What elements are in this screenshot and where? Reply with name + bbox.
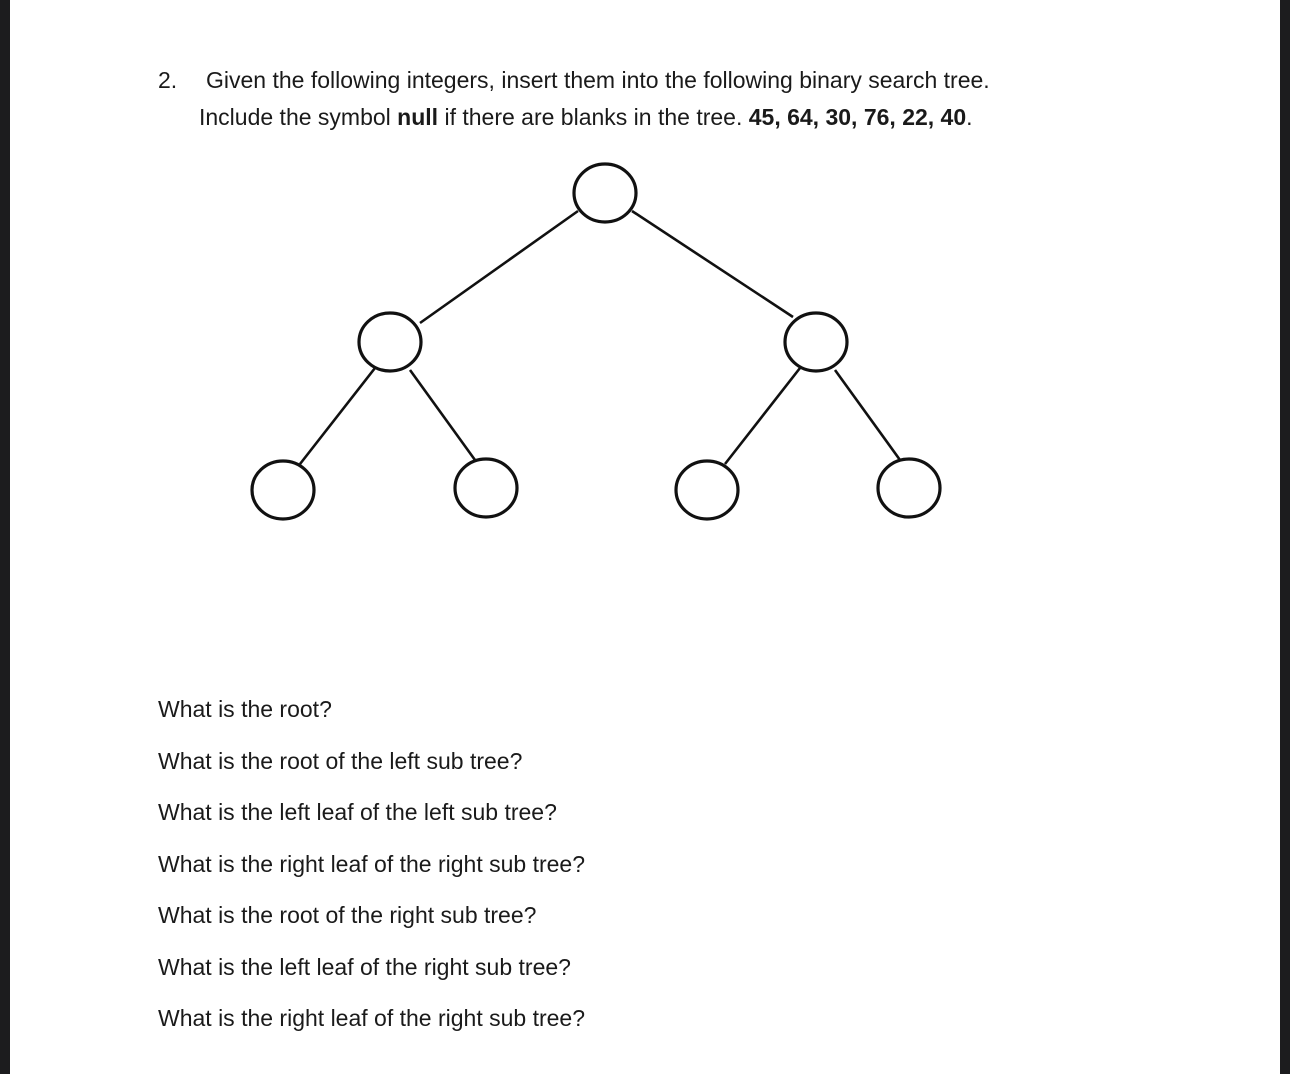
edge-right-leftleaf [725, 368, 800, 464]
node-root [574, 164, 636, 222]
integer-list: 45, 64, 30, 76, 22, 40 [748, 104, 967, 130]
instruction-end: . [966, 104, 973, 130]
question-number: 2. [158, 67, 178, 93]
edge-left-leftleaf [300, 368, 375, 464]
question-right-subtree-root: What is the root of the right sub tree? [158, 902, 537, 928]
node-left-subtree-root [359, 313, 421, 371]
binary-search-tree-diagram [10, 0, 1280, 620]
node-left-left-leaf [252, 461, 314, 519]
instruction-middle: if there are blanks in the tree. [438, 104, 749, 130]
edge-root-left [420, 211, 578, 323]
question-left-subtree-root: What is the root of the left sub tree? [158, 748, 523, 774]
instruction-prefix: Include the symbol [199, 104, 398, 130]
question-root: What is the root? [158, 696, 332, 722]
node-right-left-leaf [676, 461, 738, 519]
node-right-subtree-root [785, 313, 847, 371]
edge-root-right [632, 211, 793, 317]
problem-instruction-line1: Given the following integers, insert them into the following binary search tree. [206, 67, 990, 93]
node-right-right-leaf [878, 459, 940, 517]
edge-left-rightleaf [410, 370, 475, 460]
node-left-right-leaf [455, 459, 517, 517]
question-right-leaf-right-subtree-2: What is the right leaf of the right sub tree? [158, 1005, 586, 1031]
edge-right-rightleaf [835, 370, 900, 460]
document-page [10, 0, 1280, 1074]
question-right-leaf-right-subtree: What is the right leaf of the right sub tree? [158, 851, 586, 877]
question-left-leaf-left-subtree: What is the left leaf of the left sub tree? [158, 799, 557, 825]
null-keyword: null [397, 104, 439, 130]
question-left-leaf-right-subtree: What is the left leaf of the right sub tree? [158, 954, 571, 980]
